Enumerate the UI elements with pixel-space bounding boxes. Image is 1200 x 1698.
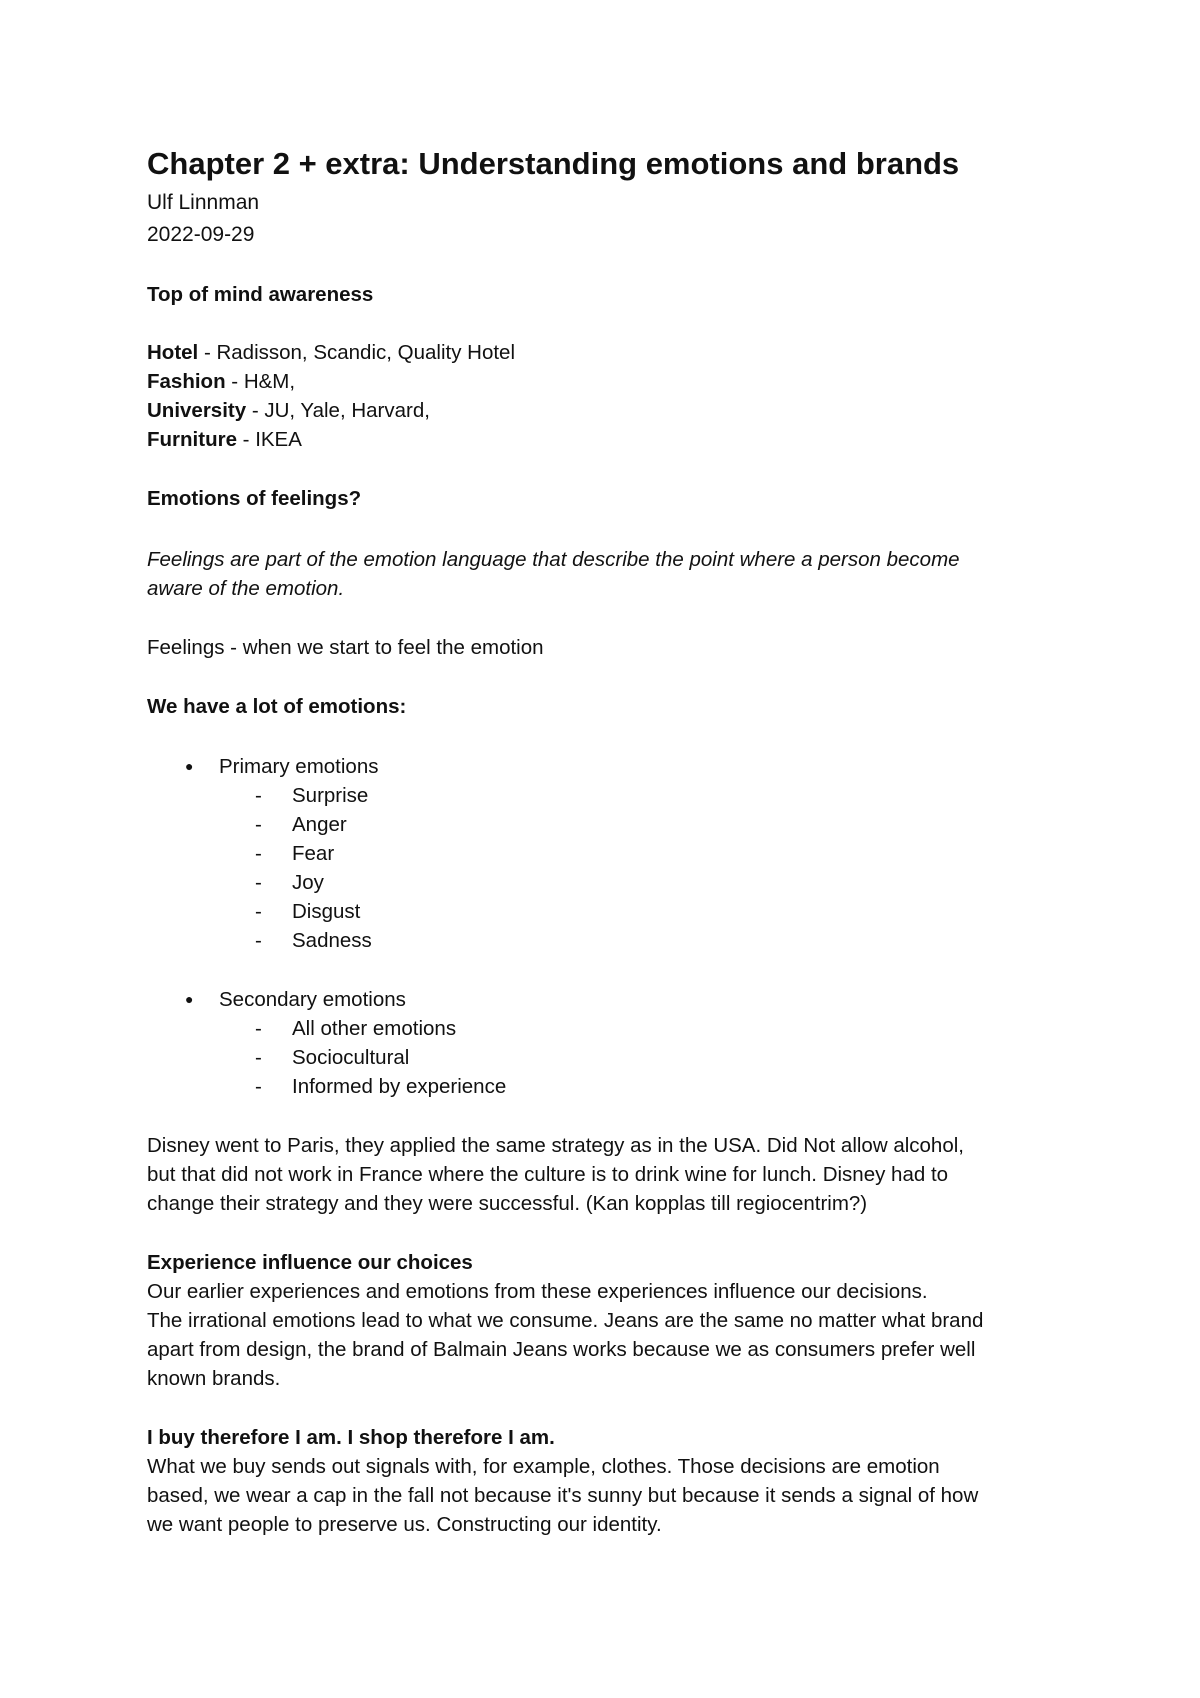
brand-sep: -: [225, 370, 244, 393]
brand-text: H&M,: [243, 370, 296, 393]
experience-line-3: apart from design, the brand of Balmain Jeans works because we as consumers prefer well: [147, 1338, 976, 1361]
brand-row-hotel: [147, 338, 515, 367]
brand-row-furniture: [147, 425, 302, 454]
experience-line-2: The irrational emotions lead to what we consume. Jeans are the same no matter what brand: [147, 1309, 984, 1332]
author: Ulf Linnman: [147, 191, 260, 214]
brand-label: Furniture: [147, 428, 237, 451]
secondary-item-sociocultural: Sociocultural: [292, 1046, 410, 1069]
brand-label: University: [147, 399, 247, 422]
brand-row-university: [147, 396, 430, 425]
primary-item-disgust: Disgust: [292, 900, 361, 923]
buy-line-1: What we buy sends out signals with, for example, clothes. Those decisions are emotion: [147, 1455, 940, 1478]
definition-line-2: aware of the emotion.: [147, 577, 345, 600]
brand-text: JU, Yale, Harvard,: [264, 399, 430, 422]
brand-sep: -: [236, 428, 256, 451]
dash-icon: -: [255, 784, 262, 807]
primary-emotions-label: Primary emotions: [219, 755, 379, 778]
heading-buy: I buy therefore I am. I shop therefore I am.: [147, 1426, 555, 1449]
dash-icon: -: [255, 1017, 262, 1040]
primary-item-joy: Joy: [292, 871, 324, 894]
secondary-emotions-label: Secondary emotions: [219, 988, 406, 1011]
definition-line-1: Feelings are part of the emotion language that describe the point where a person become: [147, 548, 960, 571]
dash-icon: -: [255, 813, 262, 836]
dash-icon: -: [255, 900, 262, 923]
brand-label: Fashion: [147, 370, 226, 393]
document-title: Chapter 2 + extra: Understanding emotions and brands: [147, 146, 960, 181]
experience-line-1: Our earlier experiences and emotions from these experiences influence our decisions.: [147, 1280, 928, 1303]
primary-item-surprise: Surprise: [292, 784, 369, 807]
dash-icon: -: [255, 1046, 262, 1069]
brand-sep: -: [198, 341, 217, 364]
primary-item-sadness: Sadness: [292, 929, 372, 952]
brand-row-fashion: [147, 367, 295, 396]
experience-line-4: known brands.: [147, 1367, 281, 1390]
heading-lot-of-emotions: We have a lot of emotions:: [147, 695, 407, 718]
disney-line-2: but that did not work in France where the culture is to drink wine for lunch. Disney had to: [147, 1163, 949, 1186]
dash-icon: -: [255, 929, 262, 952]
disney-line-1: Disney went to Paris, they applied the same strategy as in the USA. Did Not allow alcohol,: [147, 1134, 964, 1157]
primary-item-anger: Anger: [292, 813, 347, 836]
secondary-item-experience: Informed by experience: [292, 1075, 507, 1098]
primary-item-fear: Fear: [292, 842, 335, 865]
heading-emotions-of-feelings: Emotions of feelings?: [147, 487, 362, 510]
heading-top-of-mind: Top of mind awareness: [147, 283, 374, 306]
date: 2022-09-29: [147, 223, 255, 246]
brand-text: IKEA: [255, 428, 302, 451]
bullet-icon: ●: [185, 758, 194, 774]
heading-experience: Experience influence our choices: [147, 1251, 473, 1274]
dash-icon: -: [255, 871, 262, 894]
brand-sep: -: [246, 399, 265, 422]
secondary-item-all-other: All other emotions: [292, 1017, 457, 1040]
disney-line-3: change their strategy and they were successful. (Kan kopplas till regiocentrim?): [147, 1192, 868, 1215]
dash-icon: -: [255, 842, 262, 865]
dash-icon: -: [255, 1075, 262, 1098]
brand-text: Radisson, Scandic, Quality Hotel: [216, 341, 515, 364]
buy-line-3: we want people to preserve us. Constructing our identity.: [147, 1513, 662, 1536]
buy-line-2: based, we wear a cap in the fall not because it's sunny but because it sends a signal of how: [147, 1484, 979, 1507]
brand-label: Hotel: [147, 341, 199, 364]
bullet-icon: ●: [185, 991, 194, 1007]
feelings-line: Feelings - when we start to feel the emotion: [147, 636, 544, 659]
